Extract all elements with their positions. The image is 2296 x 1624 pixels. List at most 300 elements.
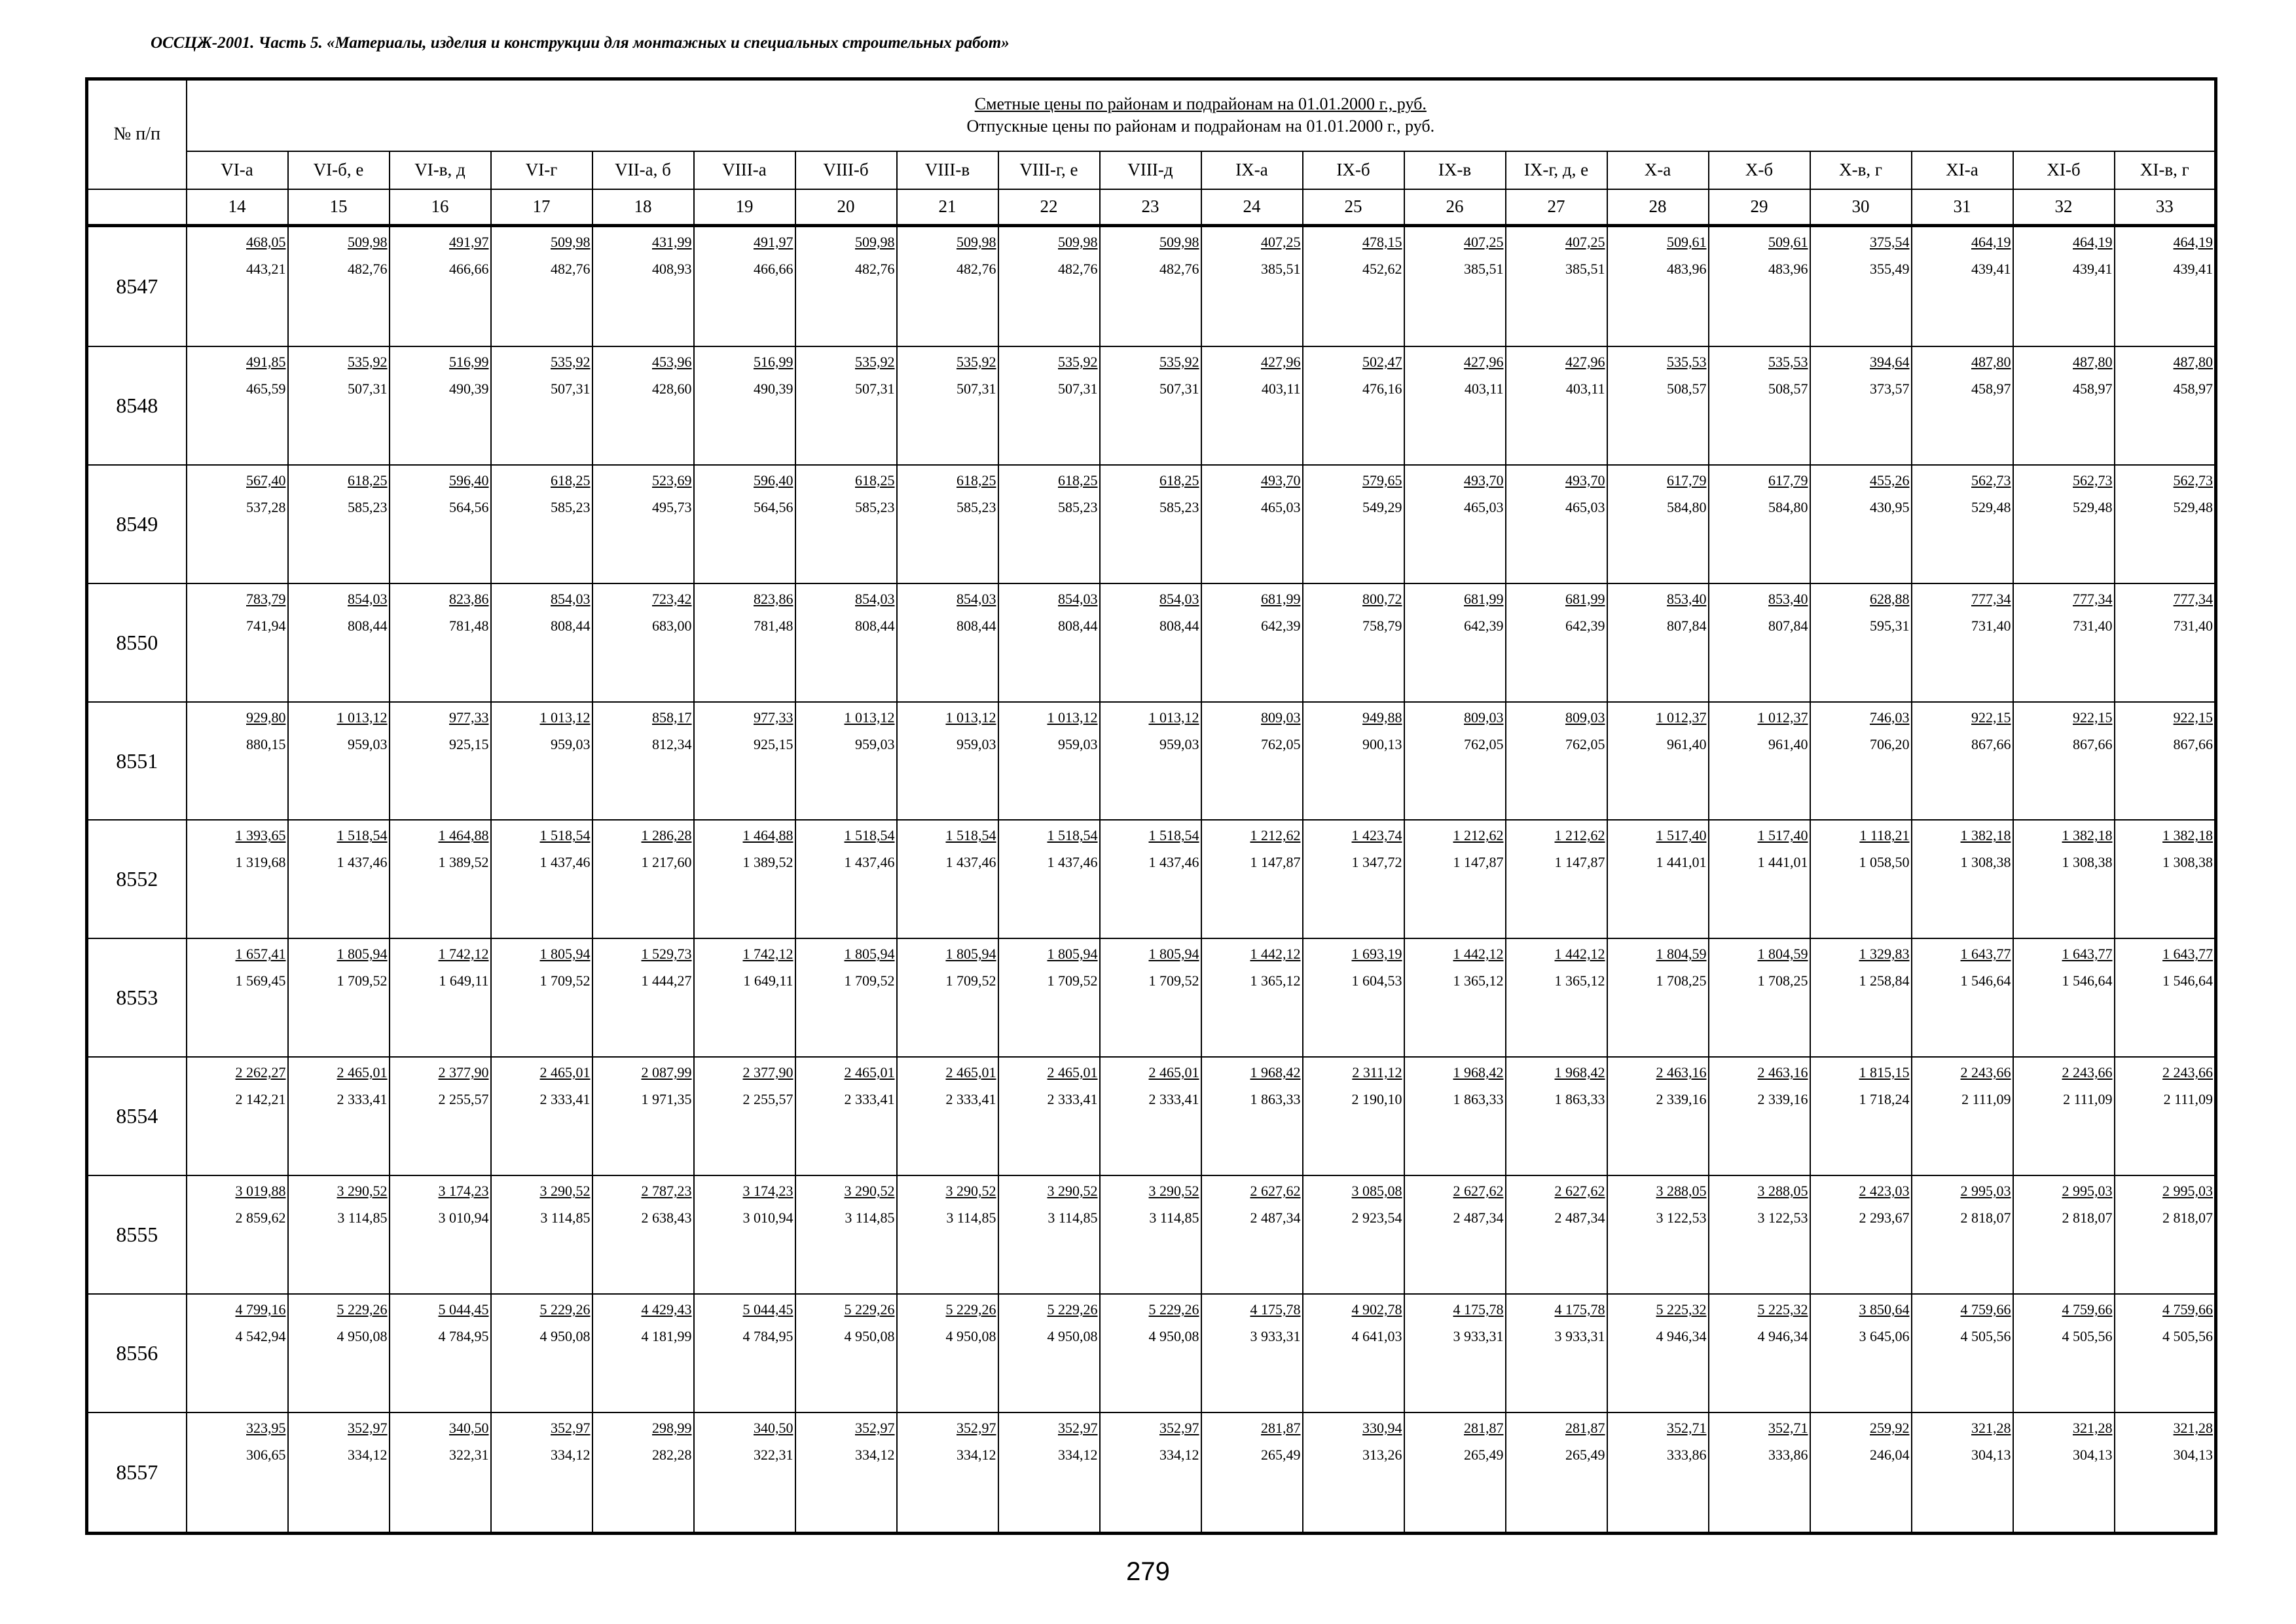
release-price: 3 122,53: [1757, 1209, 1808, 1227]
estimate-price: 535,92: [1159, 353, 1199, 370]
region-header: VI-б, е: [288, 151, 390, 189]
release-price: 2 487,34: [1554, 1209, 1605, 1227]
estimate-price: 535,92: [1058, 353, 1098, 370]
estimate-price: 618,25: [855, 471, 895, 489]
price-cell: [1201, 226, 1303, 346]
estimate-price: 493,70: [1464, 471, 1504, 489]
price-cell: [1100, 583, 1201, 702]
price-cell: [1404, 1057, 1506, 1175]
estimate-price: 1 212,62: [1250, 827, 1301, 844]
estimate-price: 352,97: [855, 1420, 895, 1436]
table-row: [87, 938, 2216, 1057]
estimate-price: 617,79: [1768, 471, 1808, 489]
release-price: 482,76: [957, 261, 996, 277]
estimate-price: 2 627,62: [1453, 1183, 1504, 1200]
price-cell: [1912, 938, 2013, 1057]
release-price: 1 308,38: [2162, 854, 2214, 871]
release-price: 439,41: [2073, 261, 2113, 277]
release-price: 529,48: [2073, 498, 2113, 515]
release-price: 1 863,33: [1453, 1091, 1504, 1108]
price-cell: [694, 465, 795, 583]
release-price: 1 708,25: [1656, 972, 1707, 989]
release-price: 3 010,94: [438, 1209, 489, 1227]
price-cell: [491, 346, 592, 465]
region-header: X-а: [1607, 151, 1709, 189]
price-cell: [1506, 820, 1607, 938]
estimate-price: 491,97: [754, 234, 793, 250]
region-header: X-в, г: [1810, 151, 1912, 189]
price-cell: [998, 1412, 1100, 1534]
price-cell: [187, 820, 288, 938]
release-price: 334,12: [1159, 1447, 1199, 1463]
release-price: 482,76: [348, 261, 388, 277]
estimate-price: 352,97: [957, 1420, 996, 1436]
estimate-caption: Сметные цены по районам и подрайонам на 01.01.2000 г., руб.: [974, 94, 1427, 114]
estimate-price: 4 759,66: [2062, 1301, 2113, 1318]
release-price: 466,66: [449, 261, 489, 277]
release-price: 282,28: [652, 1447, 692, 1463]
column-index: 25: [1303, 189, 1404, 226]
release-price: 961,40: [1667, 735, 1707, 752]
estimate-price: 922,15: [2073, 709, 2113, 726]
release-price: 4 950,08: [1148, 1328, 1199, 1345]
price-cell: [2013, 226, 2115, 346]
price-cell: [1810, 1175, 1912, 1294]
estimate-price: 535,53: [1768, 353, 1808, 370]
price-cell: [592, 1412, 694, 1534]
column-index: 29: [1709, 189, 1810, 226]
price-cell: [1709, 702, 1810, 821]
release-price: 1 709,52: [337, 972, 388, 989]
price-cell: [1201, 1294, 1303, 1412]
estimate-price: 5 229,26: [539, 1301, 591, 1318]
region-header: IX-г, д, е: [1506, 151, 1607, 189]
region-header: VIII-б: [795, 151, 897, 189]
estimate-price: 4 759,66: [1960, 1301, 2011, 1318]
release-price: 2 190,10: [1351, 1091, 1402, 1108]
estimate-price: 352,97: [1058, 1420, 1098, 1436]
price-cell: [1303, 1294, 1404, 1412]
price-cell: [1201, 1412, 1303, 1534]
estimate-price: 1 805,94: [337, 946, 388, 963]
price-cell: [592, 465, 694, 583]
estimate-price: 1 012,37: [1656, 709, 1707, 726]
price-cell: [1709, 346, 1810, 465]
release-price: 781,48: [449, 617, 489, 634]
estimate-price: 2 243,66: [2062, 1064, 2113, 1081]
price-cell: [1810, 465, 1912, 583]
release-price: 808,44: [551, 617, 591, 634]
price-cell: [1100, 1057, 1201, 1175]
release-price: 3 933,31: [1453, 1328, 1504, 1345]
estimate-price: 464,19: [1971, 234, 2011, 250]
release-price: 2 333,41: [945, 1091, 996, 1108]
price-cell: [998, 820, 1100, 938]
release-price: 585,23: [1159, 498, 1199, 515]
release-price: 781,48: [754, 617, 793, 634]
price-cell: [2115, 583, 2216, 702]
estimate-price: 516,99: [449, 353, 489, 370]
estimate-price: 1 118,21: [1859, 827, 1910, 844]
price-cell: [1810, 583, 1912, 702]
release-price: 959,03: [1159, 735, 1199, 752]
release-price: 2 333,41: [844, 1091, 895, 1108]
price-cell: [897, 820, 998, 938]
price-cell: [1912, 1057, 2013, 1175]
price-cell: [187, 1294, 288, 1412]
estimate-price: 2 243,66: [1960, 1064, 2011, 1081]
estimate-price: 2 465,01: [337, 1064, 388, 1081]
price-cell: [694, 583, 795, 702]
estimate-price: 596,40: [449, 471, 489, 489]
estimate-price: 516,99: [754, 353, 793, 370]
release-price: 3 114,85: [845, 1209, 895, 1227]
release-price: 585,23: [1058, 498, 1098, 515]
estimate-price: 681,99: [1565, 590, 1605, 607]
release-price: 1 863,33: [1250, 1091, 1301, 1108]
release-price: 1 437,46: [1148, 854, 1199, 871]
price-cell: [1201, 1057, 1303, 1175]
release-price: 585,23: [551, 498, 591, 515]
row-number: 8553: [87, 938, 187, 1057]
release-price: 265,49: [1464, 1447, 1504, 1463]
release-price: 3 114,85: [337, 1209, 388, 1227]
release-price: 529,48: [2173, 498, 2214, 515]
release-price: 2 111,09: [1961, 1091, 2011, 1108]
release-price: 1 546,64: [2162, 972, 2214, 989]
price-cell: [288, 1057, 390, 1175]
release-price: 465,59: [246, 380, 286, 397]
release-price: 3 645,06: [1859, 1328, 1910, 1345]
price-cell: [1404, 583, 1506, 702]
estimate-price: 1 013,12: [844, 709, 895, 726]
release-price: 1 863,33: [1554, 1091, 1605, 1108]
column-index: 28: [1607, 189, 1709, 226]
estimate-price: 5 229,26: [844, 1301, 895, 1318]
estimate-price: 854,03: [855, 590, 895, 607]
release-price: 3 114,85: [1048, 1209, 1098, 1227]
release-price: 706,20: [1870, 735, 1910, 752]
price-cell: [2013, 346, 2115, 465]
estimate-price: 352,97: [1159, 1420, 1199, 1436]
estimate-price: 1 012,37: [1757, 709, 1808, 726]
price-cell: [187, 1412, 288, 1534]
release-price: 439,41: [2173, 261, 2214, 277]
estimate-price: 1 518,54: [1047, 827, 1098, 844]
release-price: 483,96: [1667, 261, 1707, 277]
release-price: 403,11: [1565, 380, 1605, 397]
estimate-price: 567,40: [246, 471, 286, 489]
release-price: 4 950,08: [945, 1328, 996, 1345]
price-cell: [1607, 226, 1709, 346]
price-cell: [694, 1175, 795, 1294]
estimate-price: 3 290,52: [337, 1183, 388, 1200]
column-index: 18: [592, 189, 694, 226]
price-cell: [288, 346, 390, 465]
estimate-price: 723,42: [652, 590, 692, 607]
release-price: 408,93: [652, 261, 692, 277]
estimate-price: 922,15: [2173, 709, 2214, 726]
estimate-price: 1 518,54: [1148, 827, 1199, 844]
release-price: 959,03: [551, 735, 591, 752]
release-price: 4 946,34: [1656, 1328, 1707, 1345]
price-cell: [2115, 1294, 2216, 1412]
price-cell: [1201, 465, 1303, 583]
release-price: 458,97: [2173, 380, 2214, 397]
price-cell: [1100, 1175, 1201, 1294]
price-cell: [1100, 1412, 1201, 1534]
price-cell: [491, 702, 592, 821]
row-number: 8552: [87, 820, 187, 938]
price-cell: [187, 226, 288, 346]
release-price: 1 437,46: [945, 854, 996, 871]
price-cell: [1709, 1175, 1810, 1294]
price-cell: [1100, 346, 1201, 465]
price-cell: [1201, 1175, 1303, 1294]
price-cell: [1912, 1294, 2013, 1412]
price-cell: [795, 1175, 897, 1294]
release-price: 490,39: [754, 380, 793, 397]
price-cell: [795, 465, 897, 583]
estimate-price: 468,05: [246, 234, 286, 250]
price-cell: [2013, 1057, 2115, 1175]
release-price: 3 114,85: [540, 1209, 591, 1227]
estimate-price: 1 805,94: [1148, 946, 1199, 963]
release-price: 304,13: [2173, 1447, 2214, 1463]
price-cell: [897, 465, 998, 583]
price-cell: [491, 465, 592, 583]
estimate-price: 746,03: [1870, 709, 1910, 726]
release-price: 1 147,87: [1554, 854, 1605, 871]
price-cell: [998, 1294, 1100, 1412]
release-price: 1 709,52: [945, 972, 996, 989]
estimate-price: 3 085,08: [1351, 1183, 1402, 1200]
price-cell: [390, 226, 491, 346]
estimate-price: 431,99: [652, 234, 692, 250]
release-price: 2 255,57: [742, 1091, 793, 1108]
price-cell: [390, 938, 491, 1057]
release-price: 4 641,03: [1351, 1328, 1402, 1345]
price-cell: [1810, 702, 1912, 821]
price-cell: [2115, 346, 2216, 465]
release-price: 265,49: [1565, 1447, 1605, 1463]
estimate-price: 3 174,23: [438, 1183, 489, 1200]
estimate-price: 809,03: [1464, 709, 1504, 726]
release-price: 880,15: [246, 735, 286, 752]
price-cell: [998, 583, 1100, 702]
table-row: [87, 1294, 2216, 1412]
price-cell: [1506, 1175, 1607, 1294]
release-price: 1 709,52: [844, 972, 895, 989]
table-row: [87, 1412, 2216, 1534]
release-price: 1 258,84: [1859, 972, 1910, 989]
release-price: 334,12: [957, 1447, 996, 1463]
price-cell: [592, 1057, 694, 1175]
estimate-price: 502,47: [1362, 353, 1402, 370]
price-cell: [1303, 226, 1404, 346]
estimate-price: 628,88: [1870, 590, 1910, 607]
release-price: 507,31: [1159, 380, 1199, 397]
price-cell: [1303, 1412, 1404, 1534]
release-price: 2 859,62: [235, 1209, 286, 1227]
price-cell: [1506, 226, 1607, 346]
estimate-price: 1 643,77: [1960, 946, 2011, 963]
estimate-price: 823,86: [754, 590, 793, 607]
row-number: 8549: [87, 465, 187, 583]
release-price: 465,03: [1464, 498, 1504, 515]
price-cell: [897, 938, 998, 1057]
estimate-price: 478,15: [1362, 234, 1402, 250]
estimate-price: 1 805,94: [1047, 946, 1098, 963]
price-cell: [288, 226, 390, 346]
column-index: 33: [2115, 189, 2216, 226]
price-cell: [2115, 465, 2216, 583]
release-price: 334,12: [855, 1447, 895, 1463]
estimate-price: 491,97: [449, 234, 489, 250]
price-cell: [491, 583, 592, 702]
estimate-price: 1 742,12: [742, 946, 793, 963]
estimate-price: 853,40: [1667, 590, 1707, 607]
release-price: 2 818,07: [2162, 1209, 2214, 1227]
price-cell: [2013, 465, 2115, 583]
estimate-price: 427,96: [1565, 353, 1605, 370]
price-cell: [1912, 465, 2013, 583]
price-cell: [187, 1057, 288, 1175]
estimate-price: 1 442,12: [1250, 946, 1301, 963]
release-price: 584,80: [1667, 498, 1707, 515]
release-price: 507,31: [348, 380, 388, 397]
release-price: 595,31: [1870, 617, 1910, 634]
release-price: 1 708,25: [1757, 972, 1808, 989]
release-price: 465,03: [1261, 498, 1301, 515]
release-price: 1 441,01: [1757, 854, 1808, 871]
price-cell: [592, 346, 694, 465]
price-cell: [1100, 938, 1201, 1057]
release-price: 3 933,31: [1250, 1328, 1301, 1345]
estimate-price: 1 693,19: [1351, 946, 1402, 963]
release-price: 925,15: [449, 735, 489, 752]
price-cell: [897, 702, 998, 821]
estimate-price: 4 429,43: [641, 1301, 692, 1318]
release-price: 452,62: [1362, 261, 1402, 277]
price-cell: [1404, 1294, 1506, 1412]
price-cell: [1303, 938, 1404, 1057]
release-price: 3 933,31: [1554, 1328, 1605, 1345]
estimate-price: 3 288,05: [1757, 1183, 1808, 1200]
price-cell: [694, 226, 795, 346]
price-cell: [1303, 820, 1404, 938]
release-price: 304,13: [2073, 1447, 2113, 1463]
price-cell: [187, 1175, 288, 1294]
price-cell: [2115, 820, 2216, 938]
region-header: VII-а, б: [592, 151, 694, 189]
estimate-price: 3 290,52: [539, 1183, 591, 1200]
price-cell: [2013, 583, 2115, 702]
release-price: 1 365,12: [1554, 972, 1605, 989]
estimate-price: 1 013,12: [337, 709, 388, 726]
estimate-price: 2 262,27: [235, 1064, 286, 1081]
price-cell: [2115, 938, 2216, 1057]
release-price: 428,60: [652, 380, 692, 397]
price-cell: [288, 1294, 390, 1412]
estimate-price: 523,69: [652, 471, 692, 489]
release-price: 322,31: [449, 1447, 489, 1463]
estimate-price: 854,03: [551, 590, 591, 607]
estimate-price: 1 382,18: [1960, 827, 2011, 844]
release-price: 4 505,56: [1960, 1328, 2011, 1345]
region-header: X-б: [1709, 151, 1810, 189]
price-cell: [592, 938, 694, 1057]
release-price: 900,13: [1362, 735, 1402, 752]
estimate-price: 809,03: [1565, 709, 1605, 726]
price-cell: [390, 346, 491, 465]
price-cell: [1303, 702, 1404, 821]
release-price: 1 437,46: [844, 854, 895, 871]
price-cell: [1303, 1057, 1404, 1175]
release-price: 508,57: [1768, 380, 1808, 397]
price-cell: [795, 938, 897, 1057]
release-price: 683,00: [652, 617, 692, 634]
price-cell: [1607, 1412, 1709, 1534]
estimate-price: 2 627,62: [1554, 1183, 1605, 1200]
release-price: 808,44: [855, 617, 895, 634]
release-price: 3 122,53: [1656, 1209, 1707, 1227]
release-price: 1 437,46: [539, 854, 591, 871]
price-cell: [1404, 702, 1506, 821]
estimate-price: 1 442,12: [1453, 946, 1504, 963]
table-row: [87, 702, 2216, 821]
region-header: XI-б: [2013, 151, 2115, 189]
price-cell: [795, 226, 897, 346]
price-cell: [1607, 938, 1709, 1057]
column-index: 30: [1810, 189, 1912, 226]
price-cell: [1201, 346, 1303, 465]
price-cell: [2115, 1175, 2216, 1294]
release-price: 2 339,16: [1656, 1091, 1707, 1108]
release-price: 1 437,46: [337, 854, 388, 871]
release-price: 246,04: [1870, 1447, 1910, 1463]
estimate-price: 427,96: [1261, 353, 1301, 370]
release-price: 1 971,35: [641, 1091, 692, 1108]
estimate-price: 1 657,41: [235, 946, 286, 963]
release-price: 2 333,41: [1047, 1091, 1098, 1108]
estimate-price: 3 019,88: [235, 1183, 286, 1200]
release-price: 322,31: [754, 1447, 793, 1463]
estimate-price: 3 288,05: [1656, 1183, 1707, 1200]
release-price: 2 333,41: [539, 1091, 591, 1108]
release-price: 334,12: [1058, 1447, 1098, 1463]
price-cell: [1404, 226, 1506, 346]
release-price: 2 487,34: [1250, 1209, 1301, 1227]
region-header: IX-а: [1201, 151, 1303, 189]
estimate-price: 1 013,12: [1148, 709, 1199, 726]
region-header: VIII-д: [1100, 151, 1201, 189]
price-cell: [1404, 1175, 1506, 1294]
estimate-price: 1 805,94: [844, 946, 895, 963]
region-header: IX-в: [1404, 151, 1506, 189]
price-cell: [187, 702, 288, 821]
price-cell: [795, 1057, 897, 1175]
estimate-price: 340,50: [449, 1420, 489, 1436]
release-price: 758,79: [1362, 617, 1402, 634]
estimate-price: 929,80: [246, 709, 286, 726]
release-price: 306,65: [246, 1447, 286, 1463]
estimate-price: 330,94: [1362, 1420, 1402, 1436]
release-price: 1 569,45: [235, 972, 286, 989]
estimate-price: 352,97: [551, 1420, 591, 1436]
estimate-price: 562,73: [2173, 471, 2214, 489]
estimate-price: 2 087,99: [641, 1064, 692, 1081]
